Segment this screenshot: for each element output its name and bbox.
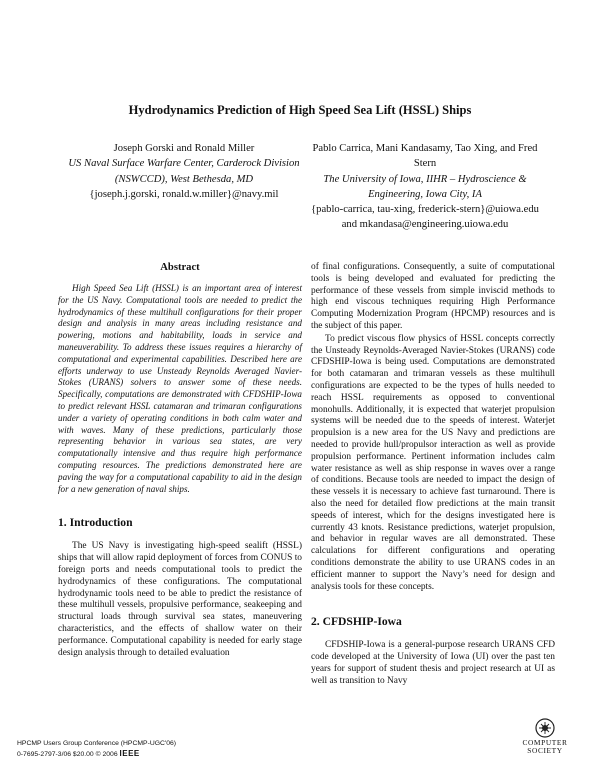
introduction-paragraph: The US Navy is investigating high-speed sealift (HSSL) ships that will allow rapid deployment of forces from CONUS to foreign ports and needs computational tools to predict the hydrodynamics of these configurations. The computational hydrodynamic tools need to be able to predict the resistance of these multihull vessels, propulsive performance, seakeeping and structural loads through survival sea states, maneuvering characteristics, and the effects of shallow water on their performance. Computational capability is needed for early stage design analysis through to detailed evaluation bbox=[58, 541, 302, 658]
author-block-left bbox=[62, 141, 306, 202]
author-names-right: Pablo Carrica, Mani Kandasamy, Tao Xing, and Fred Stern bbox=[312, 143, 538, 170]
continuation-paragraph: of final configurations. Consequently, a suite of computational tools is being developed and evaluated for predicting the performance of these vessels from simple inviscid methods to high end viscous techniques requiring High Performance Computing Modernization Program (HPCMP) resources and is the subject of this paper. bbox=[311, 262, 555, 331]
cfdship-paragraph: CFDSHIP-Iowa is a general-purpose research URANS CFD code developed at the University of Iowa (UI) over the past ten years for support of student thesis and project research at UI as well as transition to Navy bbox=[311, 640, 555, 686]
computer-society-emblem-icon bbox=[534, 717, 556, 739]
computer-society-logo bbox=[512, 717, 578, 755]
abstract-text: High Speed Sea Lift (HSSL) is an important area of interest for the US Navy. Computational tools are needed to predict the hydrodynamics of these multihull configurations for their proper design and analysis in many areas including resistance and powering, motions and habitability, loads in service and maneuverability. To address these issues requires a hierarchy of computational and experimental capabilities. Described here are efforts underway to use Unsteady Reynolds Averaged Navier-Stokes (URANS) solvers to answer some of these needs. Specifically, computations are demonstrated with CFDSHIP-Iowa to predict relevant HSSL catamaran and trimaran configurations under a variety of operating conditions in both calm water and with waves. Many of these predictions, particularly those representing behavior in various sea states, are very computationally intensive and thus require high performance computing resources. The predictions demonstrated here are paving the way for a computational capability to aid in the design for a new generation of naval ships. bbox=[58, 283, 302, 494]
logo-word-computer: COMPUTER bbox=[522, 738, 568, 747]
introduction-heading: 1. Introduction bbox=[58, 516, 133, 530]
paper-title: Hydrodynamics Prediction of High Speed Sea Lift (HSSL) Ships bbox=[128, 103, 472, 117]
footer-isbn-line bbox=[17, 749, 176, 760]
cfdship-heading: 2. CFDSHIP-Iowa bbox=[311, 615, 402, 629]
urans-paragraph: To predict viscous flow physics of HSSL concepts correctly the Unsteady Reynolds-Averaged Navier-Stokes (URANS) code CFDSHIP-Iowa is being used. Computations are demonstrated for both catamaran and trimaran vessels as these multihull configurations are expected to be the types of hulls needed to reach HSSL requirements as opposed to conventional monohulls. Additionally, it is expected that waterjet propulsion systems will be needed due to the speeds of interest. Waterjet propulsion is a new area for the US Navy and predictions are needed to provide hull/propulsor interaction as well as provide propulsion performance. Pertinent information includes calm water resistance as well as ship response in waves over a range of conditions. Because tools are needed to impact the design of these vessels it is necessary to achieve fast turnaround. There is also the need for detailed flow predictions at the main transit speeds of interest, which for the designs investigated here is currently 43 knots. Resistance predictions, waterjet propulsion, and behavior in regular waves are all demonstrated. These calculations for different configurations and operating conditions demonstrate the ability to use URANS codes in an efficient manner to support the Navy’s need for design and analysis tools for these concepts. bbox=[311, 333, 555, 592]
footer-isbn: 0-7695-2797-3/06 $20.00 © 2006 bbox=[17, 751, 118, 758]
footer-conference: HPCMP Users Group Conference (HPCMP-UGC'06) bbox=[17, 740, 177, 747]
abstract-heading: Abstract bbox=[160, 262, 200, 273]
left-column bbox=[58, 262, 302, 659]
author-email-left: {joseph.j.gorski, ronald.w.miller}@navy.mil bbox=[89, 188, 279, 200]
logo-word-society: SOCIETY bbox=[527, 746, 563, 755]
ieee-logo: IEEE bbox=[119, 749, 140, 758]
author-email-right: {pablo-carrica, tau-xing, frederick-stern}@uiowa.edu and mkandasa@engineering.uiowa.edu bbox=[311, 204, 539, 231]
author-affiliation-left: US Naval Surface Warfare Center, Carderock Division (NSWCCD), West Bethesda, MD bbox=[68, 158, 300, 185]
author-block-right bbox=[308, 141, 542, 233]
author-names-left: Joseph Gorski and Ronald Miller bbox=[113, 143, 255, 154]
page-footer bbox=[17, 739, 176, 760]
author-affiliation-right: The University of Iowa, IIHR – Hydroscience & Engineering, Iowa City, IA bbox=[323, 173, 527, 200]
right-column bbox=[311, 262, 555, 688]
